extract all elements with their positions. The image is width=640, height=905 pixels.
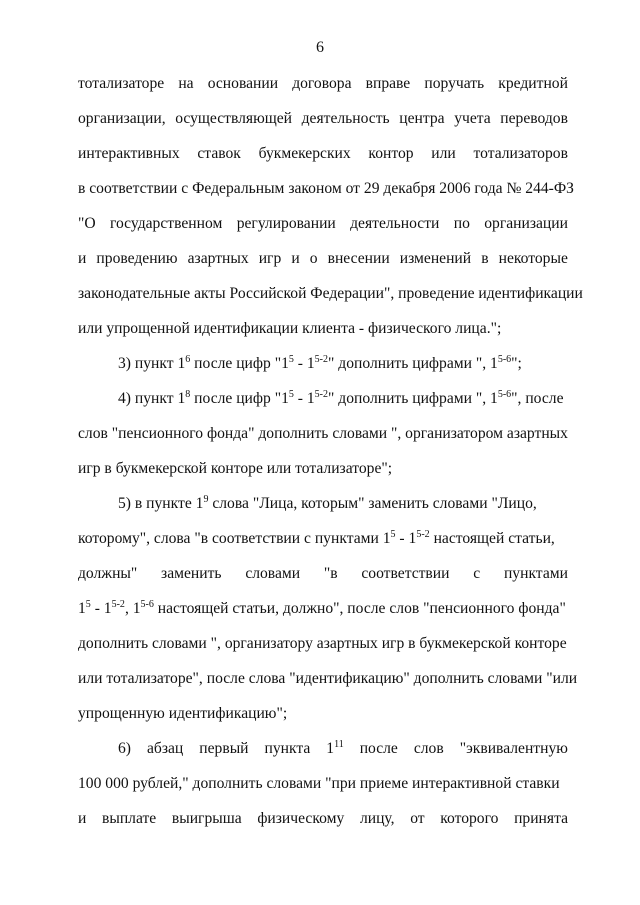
word: выигрыша	[171, 810, 242, 827]
word: в	[481, 250, 489, 267]
text-run: - 1	[395, 530, 417, 547]
word: заменить	[161, 565, 222, 582]
superscript: 5	[288, 389, 294, 400]
text-run: 3) пункт 1	[118, 355, 186, 372]
text-line: или упрощенной идентификации клиента - физического лица.";	[78, 320, 502, 337]
word: организации,	[78, 110, 166, 127]
word: основании	[207, 75, 279, 92]
word: тотализаторе	[78, 75, 165, 92]
word: и	[78, 250, 87, 267]
text-line: слов "пенсионного фонда" дополнить словами ", организатором азартных	[78, 425, 568, 442]
superscript: 5-6	[497, 389, 512, 400]
text-line	[78, 591, 568, 626]
superscript: 9	[203, 494, 209, 505]
text-line	[78, 801, 568, 836]
word: некоторые	[498, 250, 568, 267]
text-line	[78, 521, 568, 556]
word: деятельности	[350, 215, 440, 232]
superscript: 5-6	[140, 599, 154, 610]
text-line-item-3	[78, 346, 568, 381]
text-line: дополнить словами ", организатору азартных игр в букмекерской конторе	[78, 635, 567, 652]
word: слов	[413, 740, 444, 757]
word: от	[410, 810, 425, 827]
word: принята	[514, 810, 568, 827]
superscript: 5	[390, 529, 396, 540]
superscript: 8	[185, 389, 191, 400]
word: регулировании	[236, 215, 336, 232]
word: осуществляющей	[175, 110, 293, 127]
word: организации	[484, 215, 568, 232]
word: которого	[440, 810, 499, 827]
text-run: ";	[511, 355, 522, 372]
text-run: 1	[78, 600, 86, 617]
text-line	[78, 206, 568, 241]
word: первый	[199, 740, 249, 757]
word: договора	[292, 75, 352, 92]
text-run: - 1	[293, 355, 315, 372]
word: центра	[399, 110, 445, 127]
text-run: 5) в пункте 1	[118, 495, 204, 512]
superscript: 5	[85, 599, 91, 610]
superscript: 11	[334, 739, 344, 750]
text-run: настоящей статьи,	[429, 530, 555, 547]
word: абзац	[146, 740, 184, 757]
word: "эквивалентную	[459, 740, 568, 757]
superscript: 5-2	[416, 529, 430, 540]
text-line	[78, 66, 568, 101]
word: о	[309, 250, 318, 267]
word: словами	[245, 565, 301, 582]
word: контор	[368, 145, 414, 162]
word: лицу,	[359, 810, 395, 827]
word	[326, 731, 343, 766]
text-line: в соответствии с Федеральным законом от 29 декабря 2006 года № 244-ФЗ	[78, 180, 574, 197]
text-line: законодательные акты Российской Федерации", проведение идентификации	[78, 285, 583, 302]
text-run: которому", слова "в соответствии с пунктами 1	[78, 530, 391, 547]
text-run: ", после	[511, 390, 564, 407]
text-run: 1	[326, 740, 335, 757]
word: деятельность	[301, 110, 390, 127]
word: учета	[454, 110, 491, 127]
text-line	[78, 101, 568, 136]
word: интерактивных	[78, 145, 180, 162]
word: изменений	[399, 250, 472, 267]
word: азартных	[187, 250, 249, 267]
word: переводов	[500, 110, 568, 127]
word: с	[473, 565, 481, 582]
superscript: 5-6	[497, 354, 512, 365]
text-run: , 1	[124, 600, 141, 617]
word: пункта	[264, 740, 311, 757]
word: физическому	[257, 810, 345, 827]
text-run: 4) пункт 1	[118, 390, 186, 407]
word: поручать	[424, 75, 485, 92]
word: "в	[323, 565, 338, 582]
text-line-item-4	[78, 381, 568, 416]
word: тотализаторов	[473, 145, 568, 162]
text-run: после цифр "1	[190, 355, 289, 372]
text-run: " дополнить цифрами ", 1	[328, 355, 498, 372]
text-line	[78, 556, 568, 591]
text-run: " дополнить цифрами ", 1	[328, 390, 498, 407]
text-run: - 1	[293, 390, 315, 407]
superscript: 6	[185, 354, 191, 365]
word: 6)	[118, 740, 131, 757]
superscript: 5-2	[111, 599, 125, 610]
word: должны"	[78, 565, 138, 582]
word: внесении	[327, 250, 390, 267]
text-line: игр в букмекерской конторе или тотализаторе";	[78, 460, 393, 477]
text-line-item-5	[78, 486, 568, 521]
text-run: - 1	[90, 600, 112, 617]
superscript: 5-2	[314, 389, 329, 400]
text-line: или тотализаторе", после слова "идентификацию" дополнить словами "или	[78, 670, 578, 687]
word: и	[291, 250, 300, 267]
superscript: 5	[288, 354, 294, 365]
text-run: после цифр "1	[190, 390, 289, 407]
document-body	[78, 66, 583, 836]
word: и	[78, 810, 87, 827]
word: на	[178, 75, 194, 92]
word: или	[431, 145, 456, 162]
word: выплате	[102, 810, 157, 827]
text-run: настоящей статьи, должно", после слов "пенсионного фонда"	[153, 600, 566, 617]
word: кредитной	[498, 75, 568, 92]
text-line	[78, 136, 568, 171]
text-line-item-6	[78, 731, 568, 766]
word: игр	[258, 250, 282, 267]
word: по	[453, 215, 470, 232]
text-line: упрощенную идентификацию";	[78, 705, 288, 722]
word: "О	[78, 215, 96, 232]
word: соответствии	[361, 565, 450, 582]
text-line: 100 000 рублей," дополнить словами "при приеме интерактивной ставки	[78, 775, 560, 792]
word: проведению	[96, 250, 178, 267]
word: ставок	[197, 145, 241, 162]
page-number: 6	[316, 39, 324, 56]
text-run: слова "Лица, которым" заменить словами "Лицо,	[208, 495, 537, 512]
word: вправе	[365, 75, 411, 92]
word: букмекерских	[258, 145, 351, 162]
superscript: 5-2	[314, 354, 329, 365]
word: государственном	[109, 215, 223, 232]
text-line	[78, 241, 568, 276]
word: пунктами	[503, 565, 568, 582]
word: после	[359, 740, 398, 757]
